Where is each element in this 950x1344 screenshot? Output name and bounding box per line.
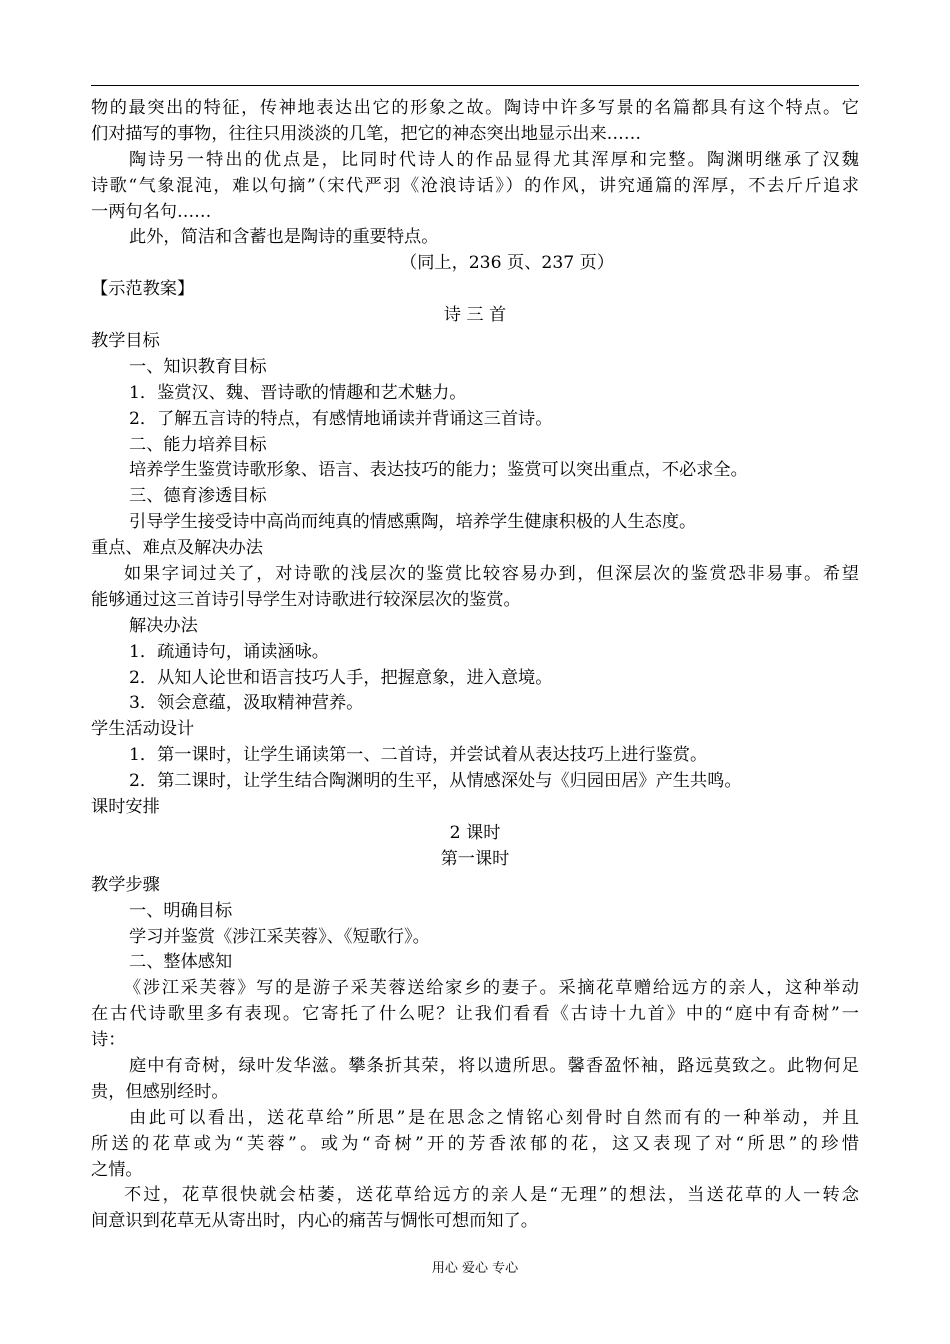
text-line: 们对描写的事物，往往只用淡淡的几笔，把它的神态突出地显示出来…… xyxy=(91,123,642,144)
section-heading: 重点、难点及解决办法 xyxy=(91,538,263,559)
text-line: 物的最突出的特征，传神地表达出它的形象之故。陶诗中许多写景的名篇都具有这个特点。它 xyxy=(91,98,859,118)
centered-heading: 第一课时 xyxy=(440,848,510,869)
page-footer: 用心 爱心 专心 xyxy=(431,1261,519,1276)
text-line: 引导学生接受诗中高尚而纯真的情感熏陶，培养学生健康积极的人生态度。 xyxy=(129,512,697,533)
subheading: 一、知识教育目标 xyxy=(129,356,267,377)
text-line: 之情。 xyxy=(91,1159,143,1180)
text-line: 诗歌“气象混沌，难以句摘”（宋代严羽《沧浪诗话》）的作风，讲究通篇的浑厚，不去斤斤追求 xyxy=(91,175,859,196)
poem-line: 庭中有奇树，绿叶发华滋。攀条折其荣，将以遗所思。馨香盈怀袖，路远莫致之。此物何足 xyxy=(129,1055,859,1076)
list-item: 1．第一课时，让学生诵读第一、二首诗，并尝试着从表达技巧上进行鉴赏。 xyxy=(129,745,708,766)
poem-line: 贵，但感别经时。 xyxy=(91,1081,229,1102)
section-heading: 教学步骤 xyxy=(91,874,160,895)
text-line: 在古代诗歌里多有表现。它寄托了什么呢？让我们看看《古诗十九首》中的“庭中有奇树”一 xyxy=(91,1004,859,1025)
text-line: 陶诗另一特出的优点是，比同时代诗人的作品显得尤其浑厚和完整。陶渊明继承了汉魏 xyxy=(129,149,859,170)
text-line: 学习并鉴赏《涉江采芙蓉》、《短歌行》。 xyxy=(129,926,430,947)
section-heading: 【示范教案】 xyxy=(91,279,195,300)
subheading: 三、德育渗透目标 xyxy=(129,486,267,507)
text-line: 此外，简洁和含蓄也是陶诗的重要特点。 xyxy=(129,227,439,248)
text-line: 不过，花草很快就会枯萎，送花草给远方的亲人是“无理”的想法，当送花草的人一转念 xyxy=(124,1185,859,1206)
header-rule xyxy=(91,85,859,86)
text-line: 一两句名句…… xyxy=(91,201,212,222)
text-line: 所送的花草或为“芙蓉”。或为“奇树”开的芳香浓郁的花，这又表现了对“所思”的珍惜 xyxy=(91,1133,859,1154)
section-heading: 学生活动设计 xyxy=(91,719,195,740)
list-item: 3．领会意蕴，汲取精神营养。 xyxy=(129,693,364,714)
section-heading: 课时安排 xyxy=(91,797,160,818)
text-line: 诗： xyxy=(91,1030,126,1051)
text-line: 培养学生鉴赏诗歌形象、语言、表达技巧的能力；鉴赏可以突出重点，不必求全。 xyxy=(129,460,748,481)
subheading: 二、能力培养目标 xyxy=(129,434,267,455)
text-line: 如果字词过关了，对诗歌的浅层次的鉴赏比较容易办到，但深层次的鉴赏恐非易事。希望 xyxy=(124,564,859,585)
list-item: 2．第二课时，让学生结合陶渊明的生平，从情感深处与《归园田居》产生共鸣。 xyxy=(129,771,742,792)
subheading: 一、明确目标 xyxy=(129,900,233,921)
list-item: 1．鉴赏汉、魏、晋诗歌的情趣和艺术魅力。 xyxy=(129,382,467,403)
text-line: 能够通过这三首诗引导学生对诗歌进行较深层次的鉴赏。 xyxy=(91,589,521,610)
citation-note: （同上，236 页、237 页） xyxy=(400,253,615,274)
subheading: 解决办法 xyxy=(129,615,198,636)
centered-heading: 2 课时 xyxy=(449,822,501,843)
text-line: 由此可以看出，送花草给”所思”是在思念之情铭心刻骨时自然而有的一种举动，并且 xyxy=(129,1107,859,1128)
subheading: 二、整体感知 xyxy=(129,952,233,973)
lesson-title: 诗 三 首 xyxy=(443,305,507,326)
list-item: 2．从知人论世和语言技巧人手，把握意象，进入意境。 xyxy=(129,667,553,688)
document-body xyxy=(91,96,859,1235)
section-heading: 教学目标 xyxy=(91,331,160,352)
list-item: 2．了解五言诗的特点，有感情地诵读并背诵这三首诗。 xyxy=(129,408,553,429)
text-line: 《涉江采芙蓉》写的是游子采芙蓉送给家乡的妻子。采摘花草赠给远方的亲人，这种举动 xyxy=(124,978,859,999)
text-line: 间意识到花草无从寄出时，内心的痛苦与惆怅可想而知了。 xyxy=(91,1211,538,1232)
list-item: 1．疏通诗句，诵读涵咏。 xyxy=(129,641,329,662)
